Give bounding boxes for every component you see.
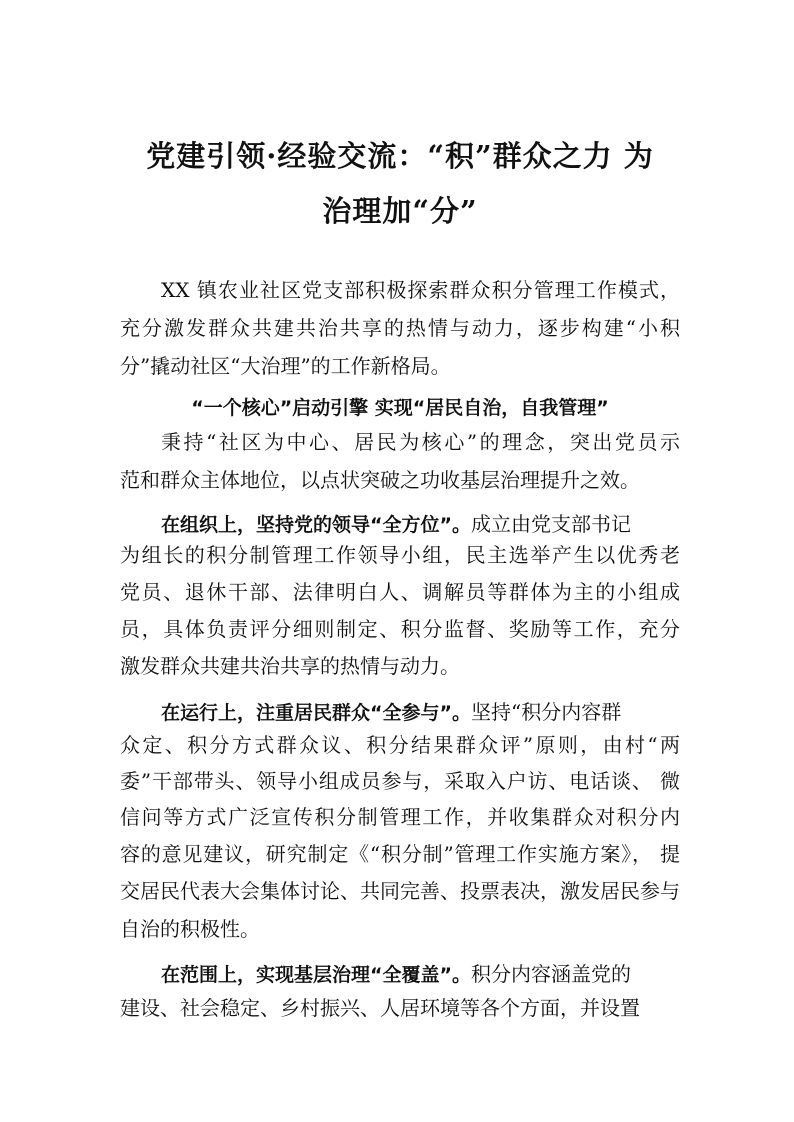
scope-lead-text: 在范围上，实现基层治理“全覆盖”。 xyxy=(161,964,471,986)
intro-line-2: 充分激发群众共建共治共享的热情与动力，逐步构建“小积 xyxy=(120,316,680,340)
scope-paragraph-first-line xyxy=(161,959,680,990)
org-line-5: 激发群众共建共治共享的热情与动力。 xyxy=(120,654,460,678)
section-heading: “一个核心”启动引擎 实现“居民自治，自我管理” xyxy=(191,397,609,419)
org-lead-text: 在组织上，坚持党的领导“全方位”。 xyxy=(161,514,471,536)
section1-line-2: 范和群众主体地位，以点状突破之功收基层治理提升之效。 xyxy=(120,468,640,492)
section1-line-1: 秉持“社区为中心、居民为核心”的理念，突出党员示 xyxy=(161,430,680,454)
org-first-rest: 成立由党支部书记 xyxy=(470,512,631,536)
intro-line-3: 分”撬动社区“大治理”的工作新格局。 xyxy=(120,354,451,378)
org-line-4: 员，具体负责评分细则制定、积分监督、奖励等工作，充分 xyxy=(120,617,680,641)
org-line-2: 为组长的积分制管理工作领导小组，民主选举产生以优秀老 xyxy=(120,543,680,567)
run-line-6: 交居民代表大会集体讨论、共同完善、投票表决，激发居民参与 xyxy=(120,879,680,903)
intro-line-1: XX 镇农业社区党支部积极探索群众积分管理工作模式， xyxy=(161,278,680,302)
org-paragraph-first-line xyxy=(161,509,680,540)
org-line-3: 党员、退休干部、法律明白人、调解员等群体为主的小组成 xyxy=(120,580,680,604)
scope-line-2: 建设、社会稳定、乡村振兴、人居环境等各个方面，并设置 xyxy=(120,996,640,1020)
run-first-rest: 坚持“积分内容群 xyxy=(470,700,622,724)
run-lead-text: 在运行上，注重居民群众“全参与”。 xyxy=(161,702,471,724)
run-line-2: 众定、积分方式群众议、积分结果群众评”原则，由村“两 xyxy=(120,733,680,757)
run-paragraph-first-line xyxy=(161,697,701,728)
run-line-3: 委”干部带头、领导小组成员参与，采取入户访、电话谈、 微 xyxy=(120,769,680,793)
run-line-5: 容的意见建议，研究制定《“积分制”管理工作实施方案》， 提 xyxy=(120,842,680,866)
scope-first-rest: 积分内容涵盖党的 xyxy=(470,962,631,986)
run-line-7: 自治的积极性。 xyxy=(120,917,260,941)
run-line-4: 信问等方式广泛宣传积分制管理工作，并收集群众对积分内 xyxy=(120,805,680,829)
document-title-line-2: 治理加“分” xyxy=(322,194,478,228)
document-title-line-1: 党建引领·经验交流：“积”群众之力 为 xyxy=(146,139,654,173)
